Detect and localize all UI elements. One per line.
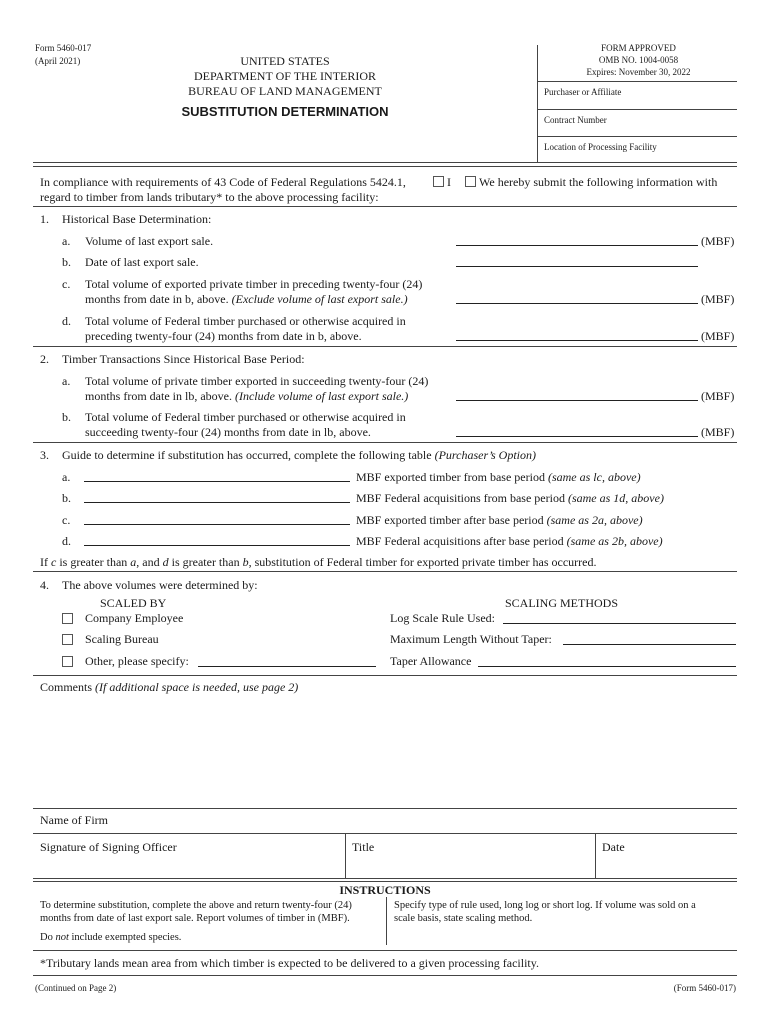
s3d-label: d. [62, 534, 71, 548]
section1-number: 1. [40, 212, 49, 226]
checkbox-we[interactable] [465, 176, 476, 187]
label-taper-allowance: Taper Allowance [390, 654, 472, 668]
s1d-text1: Total volume of Federal timber purchased or otherwise acquired in [85, 314, 406, 328]
s2b-text1: Total volume of Federal timber purchased or otherwise acquired in [85, 410, 406, 424]
purchaser-field[interactable]: Purchaser or Affiliate [544, 87, 622, 97]
instructions-part: include exempted species. [71, 932, 182, 943]
s1a-label: a. [62, 234, 71, 248]
s2b-unit: (MBF) [701, 425, 735, 439]
instructions-left-1: To determine substitution, complete the above and return twenty-four (24) [40, 900, 352, 911]
checkbox-scaling-bureau[interactable] [62, 634, 73, 645]
s1c-text2: months from date in b, above. [85, 292, 229, 306]
s2a-label: a. [62, 374, 71, 388]
checkbox-company-employee[interactable] [62, 613, 73, 624]
section3-title: Guide to determine if substitution has occurred, complete the following table [62, 448, 432, 462]
approval-line1: FORM APPROVED [601, 43, 676, 53]
signature-field[interactable]: Signature of Signing Officer [40, 840, 177, 854]
checkbox-i[interactable] [433, 176, 444, 187]
s1c-text1: Total volume of exported private timber in preceding twenty-four (24) [85, 277, 423, 291]
s3d-text: MBF Federal acquisitions after base period [356, 534, 564, 548]
compliance-text: In compliance with requirements of 43 Code of Federal Regulations 5424.1, [40, 175, 406, 189]
continued-note: (Continued on Page 2) [35, 983, 117, 993]
s2a-note: (Include volume of last export sale.) [234, 389, 409, 403]
s1c-label: c. [62, 277, 71, 291]
comments-label-wrap [40, 680, 298, 695]
section3-number: 3. [40, 448, 49, 462]
s1c-unit: (MBF) [701, 292, 735, 306]
s2b-label: b. [62, 410, 71, 424]
s1a-input[interactable] [456, 245, 698, 246]
agency-line1: UNITED STATES [240, 54, 330, 68]
s1d-label: d. [62, 314, 71, 328]
s3c-note: (same as 2a, above) [546, 513, 643, 527]
instructions-part: Do [40, 932, 53, 943]
section3-title-wrap [62, 448, 536, 463]
s3d-input[interactable] [84, 545, 350, 546]
approval-line2: OMB NO. 1004-0058 [598, 55, 679, 65]
instructions-left-3 [40, 932, 181, 943]
header-divider [537, 45, 538, 162]
s2a-text2-wrap [85, 389, 408, 404]
s3d-note: (same as 2b, above) [566, 534, 663, 548]
form-number: Form 5460-017 [35, 43, 92, 53]
instructions-emphasis: not [55, 932, 69, 943]
instructions-right-1: Specify type of rule used, long log or short log. If volume was sold on a [394, 900, 696, 911]
s1a-unit: (MBF) [701, 234, 735, 248]
processing-facility-field[interactable]: Location of Processing Facility [544, 142, 657, 152]
label-max-length: Maximum Length Without Taper: [390, 632, 552, 646]
s3a-text-wrap [356, 470, 641, 485]
label-we: We hereby submit the following information with [479, 175, 718, 189]
s3a-text: MBF exported timber from base period [356, 470, 545, 484]
conclusion-var: d [162, 555, 169, 569]
section3-conclusion [40, 555, 597, 570]
s3c-input[interactable] [84, 524, 350, 525]
s1c-text2-wrap [85, 292, 408, 307]
form-date: (April 2021) [35, 56, 81, 66]
s1d-unit: (MBF) [701, 329, 735, 343]
title-field[interactable]: Title [352, 840, 375, 854]
label-log-scale-rule: Log Scale Rule Used: [390, 611, 495, 625]
s3b-input[interactable] [84, 502, 350, 503]
conclusion-part: , and [136, 555, 160, 569]
other-specify-input[interactable] [198, 666, 376, 667]
max-length-input[interactable] [563, 644, 736, 645]
section3-title-note: (Purchaser’s Option) [434, 448, 537, 462]
section2-number: 2. [40, 352, 49, 366]
section2-title: Timber Transactions Since Historical Base Period: [62, 352, 305, 366]
conclusion-var: a [130, 555, 137, 569]
s3a-note: (same as lc, above) [547, 470, 641, 484]
s3c-text: MBF exported timber after base period [356, 513, 544, 527]
footer-form-ref: (Form 5460-017) [673, 983, 736, 993]
s3c-label: c. [62, 513, 71, 527]
scaled-by-heading: SCALED BY [100, 596, 167, 610]
s3b-text-wrap [356, 491, 664, 506]
s2a-unit: (MBF) [701, 389, 735, 403]
compliance-text-2: regard to timber from lands tributary* to the above processing facility: [40, 190, 379, 204]
s3a-label: a. [62, 470, 71, 484]
conclusion-part: If [40, 555, 48, 569]
date-field[interactable]: Date [602, 840, 625, 854]
comments-area[interactable] [33, 697, 737, 807]
comments-note: (If additional space is needed, use page 2) [95, 680, 299, 694]
conclusion-var: c [51, 555, 57, 569]
s1a-text: Volume of last export sale. [85, 234, 214, 248]
s3b-label: b. [62, 491, 71, 505]
s3d-text-wrap [356, 534, 663, 549]
log-scale-rule-input[interactable] [503, 623, 736, 624]
s3c-text-wrap [356, 513, 643, 528]
comments-label: Comments [40, 680, 93, 694]
section1-title: Historical Base Determination: [62, 212, 212, 226]
s1d-input[interactable] [456, 340, 698, 341]
section4-title: The above volumes were determined by: [62, 578, 258, 592]
instructions-heading: INSTRUCTIONS [339, 883, 431, 897]
s2a-text2: months from date in lb, above. [85, 389, 232, 403]
s1c-input[interactable] [456, 303, 698, 304]
s2a-input[interactable] [456, 400, 698, 401]
s3b-note: (same as 1d, above) [567, 491, 664, 505]
s1b-label: b. [62, 255, 71, 269]
label-i: I [447, 175, 451, 189]
approval-line3: Expires: November 30, 2022 [586, 67, 691, 77]
conclusion-part: , substitution of Federal timber for exported private timber has occurred. [248, 555, 597, 569]
agency-line3: BUREAU OF LAND MANAGEMENT [188, 84, 382, 98]
instructions-left-2: months from date of last export sale. Report volumes of timber in (MBF). [40, 913, 350, 924]
checkbox-other[interactable] [62, 656, 73, 667]
section4-number: 4. [40, 578, 49, 592]
conclusion-var: b [242, 555, 249, 569]
taper-allowance-input[interactable] [478, 666, 736, 667]
form-title: SUBSTITUTION DETERMINATION [181, 104, 389, 119]
s2b-input[interactable] [456, 436, 698, 437]
s3b-text: MBF Federal acquisitions from base period [356, 491, 565, 505]
s3a-input[interactable] [84, 481, 350, 482]
name-of-firm-field[interactable]: Name of Firm [40, 813, 108, 827]
s1b-text: Date of last export sale. [85, 255, 199, 269]
s1b-input[interactable] [456, 266, 698, 267]
label-scaling-bureau: Scaling Bureau [85, 632, 159, 646]
label-other: Other, please specify: [85, 654, 189, 668]
agency-line2: DEPARTMENT OF THE INTERIOR [193, 69, 377, 83]
footnote-tributary: *Tributary lands mean area from which timber is expected to be delivered to a given processing facility. [40, 956, 539, 970]
conclusion-part: is greater than [59, 555, 128, 569]
s1c-note: (Exclude volume of last export sale.) [231, 292, 408, 306]
scaling-methods-heading: SCALING METHODS [505, 596, 619, 610]
s2b-text2: succeeding twenty-four (24) months from date in lb, above. [85, 425, 371, 439]
s2a-text1: Total volume of private timber exported in succeeding twenty-four (24) [85, 374, 429, 388]
conclusion-part: is greater than [171, 555, 240, 569]
contract-number-field[interactable]: Contract Number [544, 115, 607, 125]
s1d-text2: preceding twenty-four (24) months from date in b, above. [85, 329, 362, 343]
label-company-employee: Company Employee [85, 611, 184, 625]
instructions-right-2: scale basis, state scaling method. [394, 913, 533, 924]
